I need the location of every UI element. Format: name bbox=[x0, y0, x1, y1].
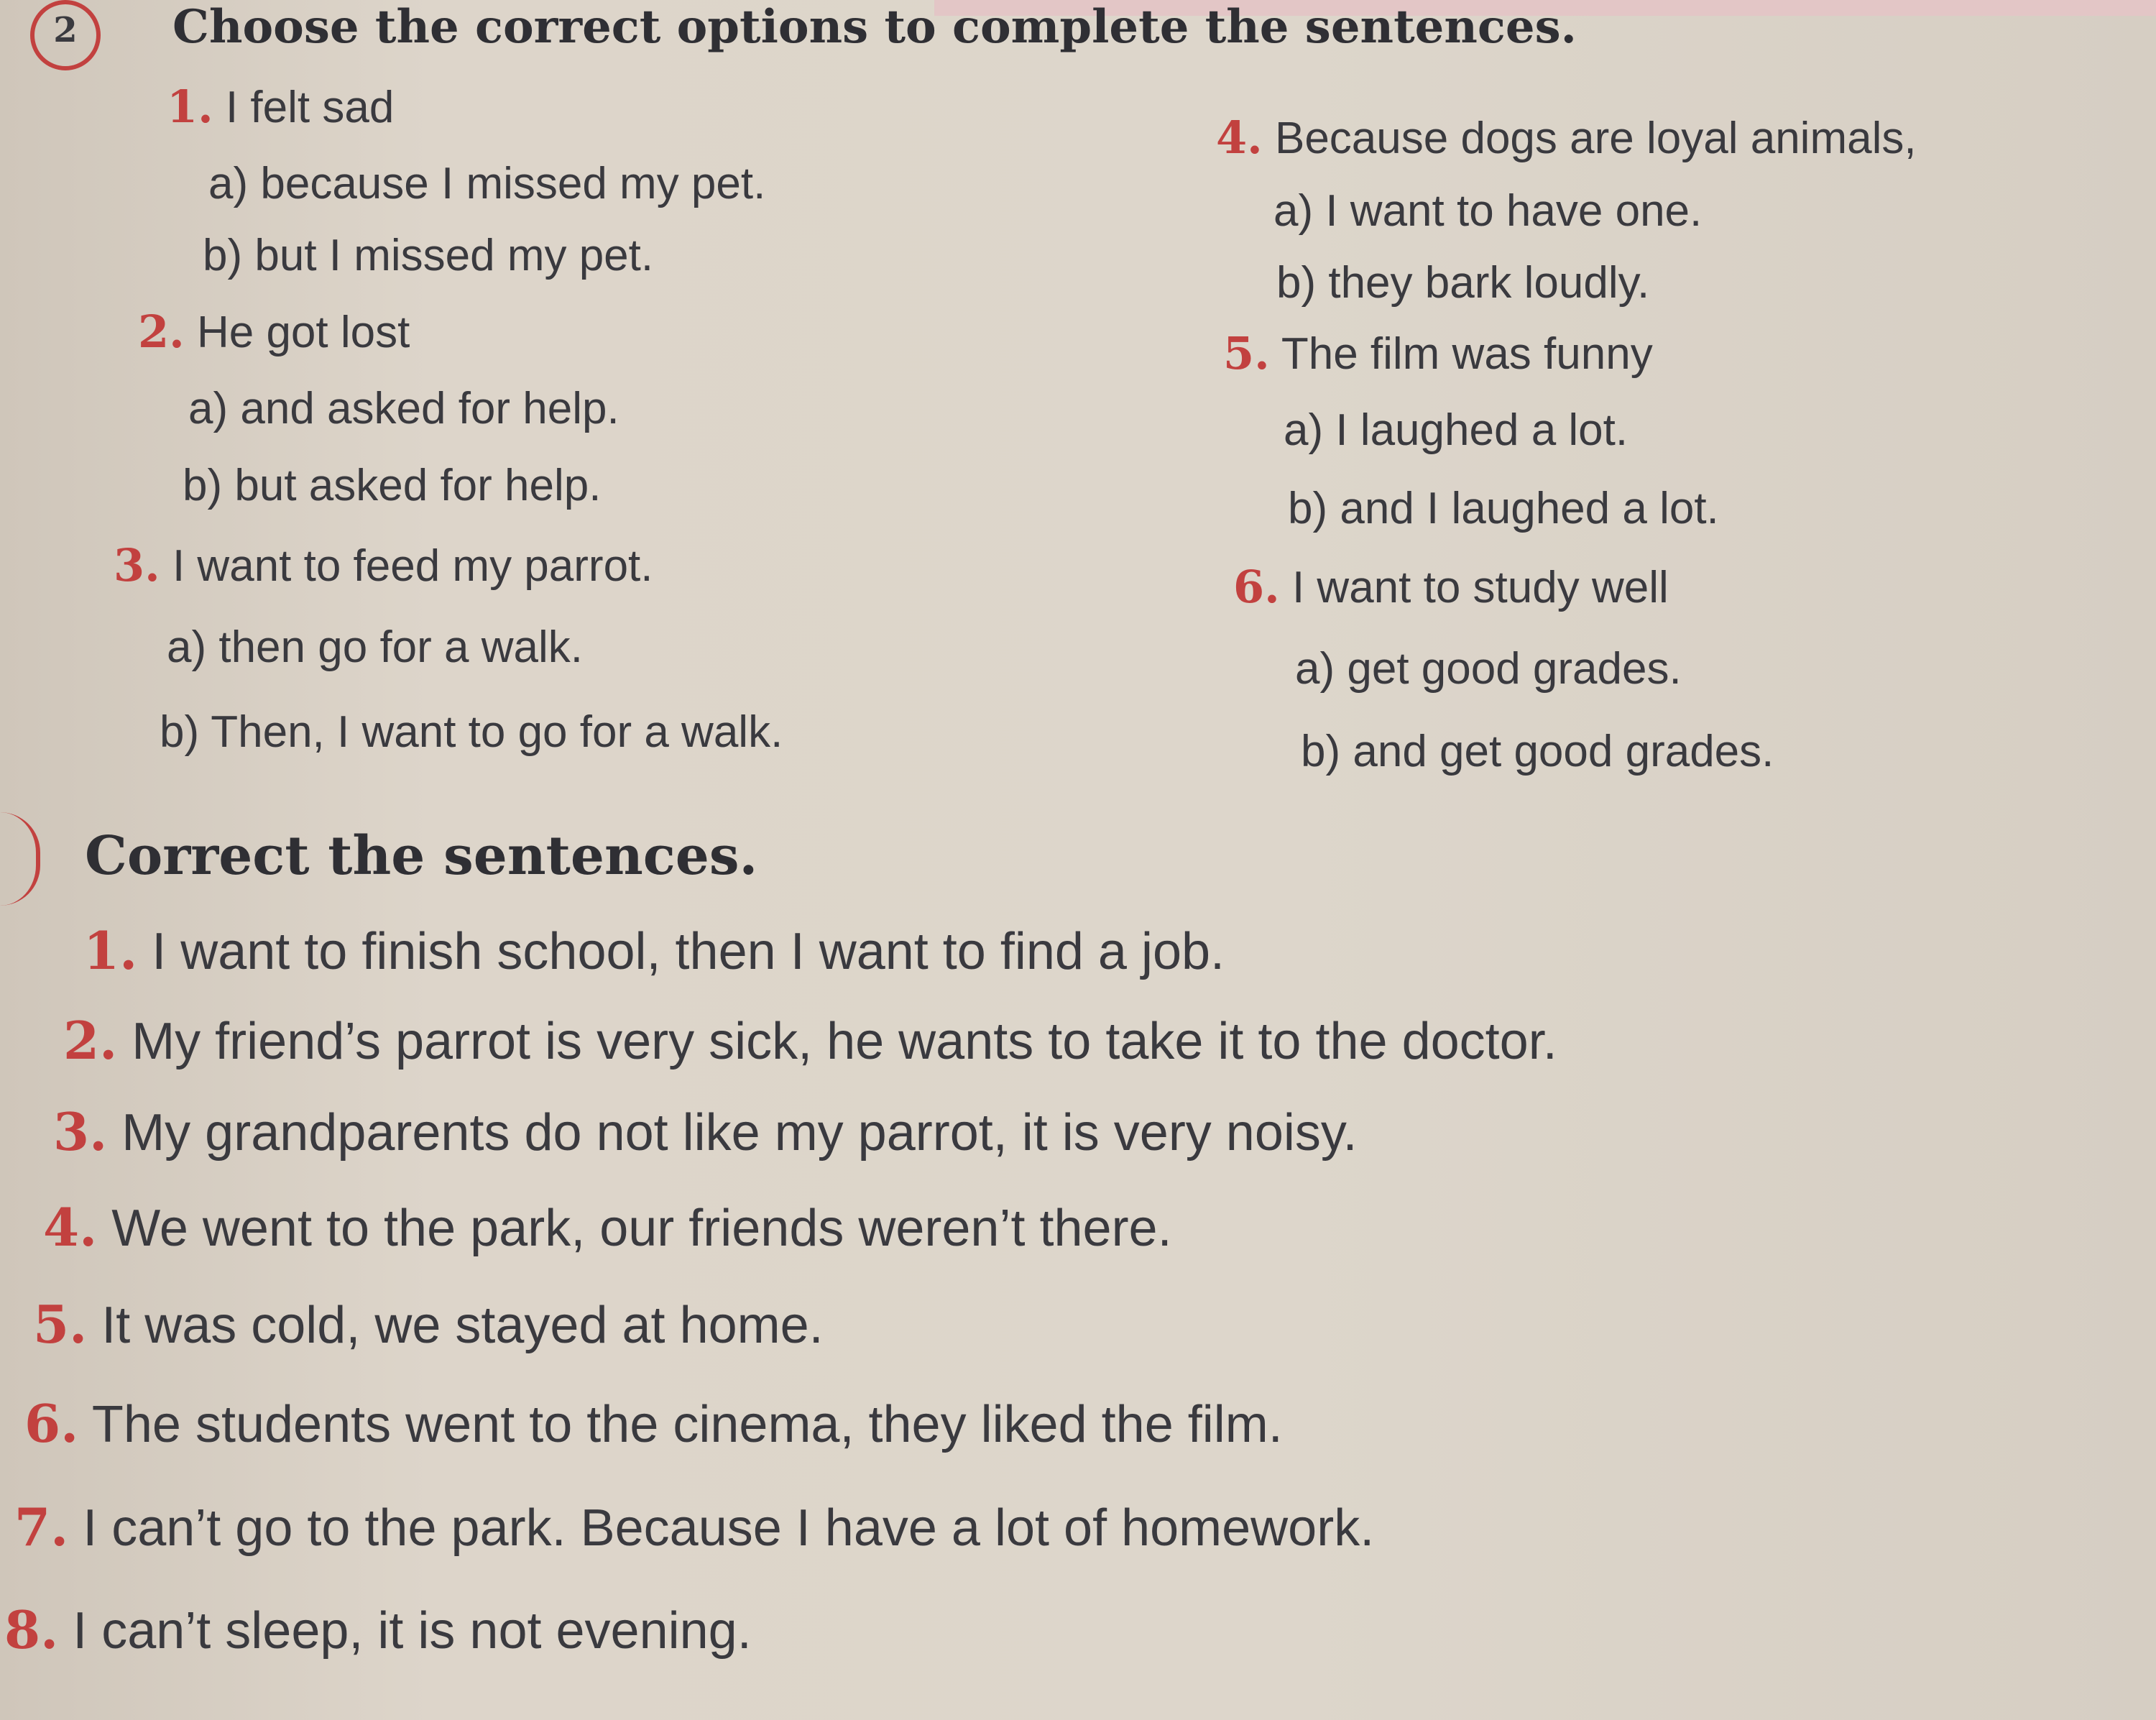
sentence-number: 4. bbox=[43, 1197, 98, 1258]
question-2 bbox=[138, 305, 410, 358]
exercise-number-bracket bbox=[0, 812, 40, 906]
sentence-text: I can’t go to the park. Because I have a lot of homework. bbox=[83, 1499, 1375, 1557]
sentence-3 bbox=[53, 1101, 1358, 1162]
question-stem: The film was funny bbox=[1281, 329, 1653, 379]
question-5 bbox=[1223, 327, 1653, 380]
option-5a: a) I laughed a lot. bbox=[1284, 405, 1628, 455]
question-4 bbox=[1216, 111, 1917, 164]
option-1a: a) because I missed my pet. bbox=[208, 159, 766, 208]
sentence-6 bbox=[24, 1393, 1283, 1454]
question-6 bbox=[1233, 561, 1669, 613]
sentence-text: I can’t sleep, it is not evening. bbox=[73, 1602, 752, 1660]
sentence-text: The students went to the cinema, they liked the film. bbox=[91, 1396, 1283, 1453]
question-3 bbox=[114, 539, 653, 592]
question-number: 1. bbox=[167, 81, 213, 133]
sentence-text: We went to the park, our friends weren’t there. bbox=[111, 1200, 1172, 1257]
question-stem: I want to feed my parrot. bbox=[172, 541, 653, 591]
question-1 bbox=[167, 81, 394, 133]
sentence-number: 6. bbox=[24, 1393, 79, 1454]
sentence-1 bbox=[83, 920, 1225, 981]
question-number: 4. bbox=[1216, 111, 1263, 164]
option-5b: b) and I laughed a lot. bbox=[1288, 484, 1719, 533]
sentence-number: 5. bbox=[33, 1294, 88, 1355]
question-number: 6. bbox=[1233, 561, 1280, 613]
sentence-number: 1. bbox=[83, 920, 138, 981]
exercise-2-title: Choose the correct options to complete the sentences. bbox=[172, 0, 1577, 54]
exercise-number-badge: 2 bbox=[30, 0, 101, 70]
option-6a: a) get good grades. bbox=[1295, 644, 1682, 694]
option-2b: b) but asked for help. bbox=[183, 461, 602, 510]
sentence-7 bbox=[14, 1496, 1374, 1558]
option-4b: b) they bark loudly. bbox=[1276, 258, 1650, 308]
sentence-4 bbox=[43, 1197, 1172, 1258]
sentence-text: I want to finish school, then I want to find a job. bbox=[152, 923, 1225, 980]
sentence-number: 7. bbox=[14, 1496, 69, 1558]
question-stem: He got lost bbox=[196, 308, 410, 357]
option-3a: a) then go for a walk. bbox=[167, 622, 583, 672]
exercise-3-title: Correct the sentences. bbox=[85, 825, 758, 887]
sentence-5 bbox=[33, 1294, 824, 1355]
option-6b: b) and get good grades. bbox=[1301, 727, 1774, 776]
question-stem: Because dogs are loyal animals, bbox=[1274, 114, 1917, 163]
question-number: 3. bbox=[114, 539, 160, 592]
option-1b: b) but I missed my pet. bbox=[203, 231, 654, 280]
sentence-text: It was cold, we stayed at home. bbox=[101, 1297, 824, 1354]
option-2a: a) and asked for help. bbox=[188, 384, 619, 433]
question-stem: I felt sad bbox=[225, 83, 395, 132]
sentence-2 bbox=[63, 1010, 1557, 1071]
sentence-text: My grandparents do not like my parrot, it is very noisy. bbox=[121, 1104, 1358, 1162]
option-3b: b) Then, I want to go for a walk. bbox=[160, 707, 783, 757]
sentence-8 bbox=[4, 1599, 752, 1660]
question-stem: I want to study well bbox=[1291, 563, 1669, 612]
question-number: 5. bbox=[1223, 327, 1270, 380]
sentence-number: 2. bbox=[63, 1010, 118, 1071]
option-4a: a) I want to have one. bbox=[1273, 186, 1703, 236]
sentence-text: My friend’s parrot is very sick, he wants to take it to the doctor. bbox=[132, 1013, 1557, 1070]
sentence-number: 8. bbox=[4, 1599, 59, 1660]
sentence-number: 3. bbox=[53, 1101, 108, 1162]
question-number: 2. bbox=[138, 305, 185, 358]
